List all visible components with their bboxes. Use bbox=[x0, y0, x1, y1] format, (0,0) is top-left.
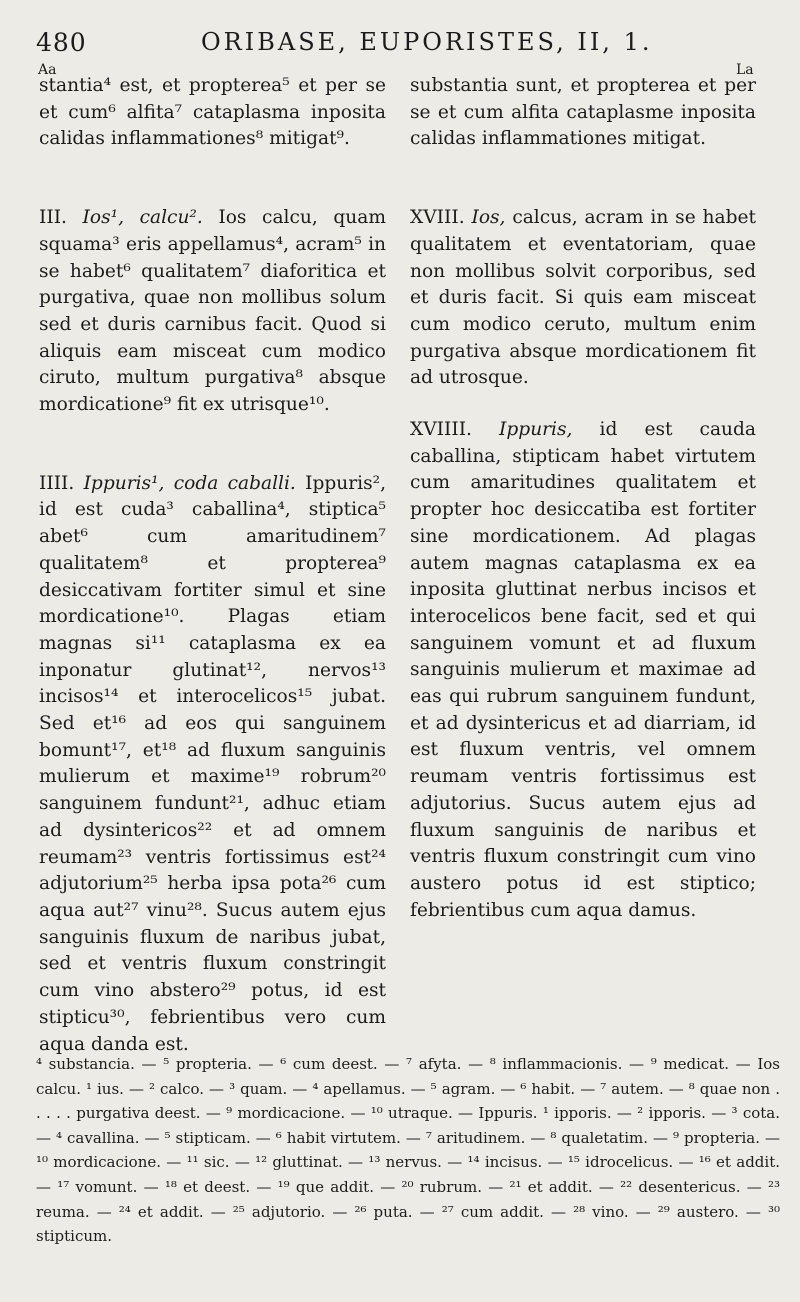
footnotes-text: ⁴ substancia. — ⁵ propteria. — ⁶ cum deest. — ⁷ afyta. — ⁸ inflammacionis. — ⁹ medicat. — Ios calcu. ¹ ius. — ² calco. — ³ quam. — ⁴ apellamus. — ⁵ agram. — ⁶ habit. — ⁷ autem. — ⁸ quae non . . . . . purgativa deest. — ⁹ mordicacione. — ¹⁰ utraque. — Ippuris. ¹ ipporis. — ² ipporis. — ³ cota. — ⁴ cavallina. — ⁵ stipticam. — ⁶ habit virtutem. — ⁷ aritudinem. — ⁸ qualetatim. — ⁹ propteria. — ¹⁰ mordicacione. — ¹¹ sic. — ¹² gluttinat. — ¹³ nervus. — ¹⁴ incisus. — ¹⁵ idrocelicus. — ¹⁶ et addit. — ¹⁷ vomunt. — ¹⁸ et deest. — ¹⁹ que addit. — ²⁰ rubrum. — ²¹ et addit. — ²² desentericus. — ²³ reuma. — ²⁴ et addit. — ²⁵ adjutorio. — ²⁶ puta. — ²⁷ cum addit. — ²⁸ vino. — ²⁹ austero. — ³⁰ stipticum. bbox=[36, 1055, 780, 1246]
right-paragraph-2 bbox=[410, 205, 756, 392]
right-p3-text: id est cauda caballina, stipticam habet virtutem cum amaritudines qualitatem et propter hoc desiccatiba est fortiter sine mordicationem. Ad plagas autem magnas cataplasma ex ea inposita gluttinat nerbus incisos et interocelicos bene facit, sed et qui sanguinem vomunt et ad fluxum sanguinis mulierum et maximae ad eas qui rubrum sanguinem fundunt, et ad dysintericus et ad diarriam, id est fluxum ventris, vel omnem reumam ventris fortissimus est adjutorius. Sucus autem ejus ad fluxum sanguinis de naribus et ventris fluxum constringit cum vino austero potus id est stiptico; febrientibus cum aqua damus. bbox=[410, 419, 757, 921]
right-p2-text: calcus, acram in se habet qualitatem et eventatoriam, quae non mollibus solvit corporibus, sed et duris facit. Si quis eam misceat cum modico ceruto, multum enim purgativa absque mordicationem fit ad utrosque. bbox=[410, 207, 756, 389]
left-p3-number: IIII. bbox=[39, 472, 75, 494]
right-p2-number: XVIII. bbox=[410, 207, 465, 229]
left-p3-text: Ippuris², id est cuda³ caballina⁴, stiptica⁵ abet⁶ cum amaritudinem⁷ qualitatem⁸ et propterea⁹ desiccativam fortiter simul et sine mordicatione¹⁰. Plagas etiam magnas si¹¹ cataplasma ex ea inponatur glutinat¹², nervos¹³ incisos¹⁴ et interocelicos¹⁵ jubat. Sed et¹⁶ ad eos qui sanguinem bomunt¹⁷, et¹⁸ ad fluxum sanguinis mulierum et maxime¹⁹ robrum²⁰ sanguinem fundunt²¹, adhuc etiam ad dysintericos²² et ad omnem reumam²³ ventris fortissimus est²⁴ adjutorium²⁵ herba ipsa pota²⁶ cum aqua aut²⁷ vinu²⁸. Sucus autem ejus sanguinis fluxum de naribus jubat, sed et ventris fluxum constringit cum vino abstero²⁹ potus, id est stipticu³⁰, febrientibus vero cum aqua danda est. bbox=[39, 472, 386, 1055]
left-paragraph-1 bbox=[39, 73, 386, 153]
right-column bbox=[410, 73, 756, 924]
right-paragraph-3 bbox=[410, 417, 756, 924]
left-paragraph-2 bbox=[39, 205, 386, 419]
left-p1-text: stantia⁴ est, et propterea⁵ et per se et cum⁶ alfita⁷ cataplasma inposita calidas inflammationes⁸ mitigat⁹. bbox=[39, 75, 386, 150]
right-paragraph-1 bbox=[410, 73, 756, 153]
left-p3-lemma: Ippuris¹, coda caballi. bbox=[83, 472, 296, 494]
page-header bbox=[36, 28, 766, 78]
page-number: 480 bbox=[36, 28, 87, 57]
siglum-left: Aa bbox=[38, 62, 57, 78]
left-p2-text: Ios calcu, quam squama³ eris appellamus⁴, acram⁵ in se habet⁶ qualitatem⁷ diaforitica et purgativa, quae non mollibus solum sed et duris carnibus facit. Quod si aliquis eam misceat cum modico ciruto, multum purgativa⁸ absque mordicatione⁹ fit ex utrisque¹⁰. bbox=[39, 207, 386, 416]
right-p2-lemma: Ios, bbox=[471, 207, 506, 229]
right-p1-text: substantia sunt, et propterea et per se et cum alfita cataplasme inposita calidas inflammationes mitigat. bbox=[410, 75, 756, 150]
right-p3-lemma: Ippuris, bbox=[499, 419, 573, 441]
left-p2-lemma: Ios¹, calcu². bbox=[82, 207, 203, 229]
right-p3-number: XVIIII. bbox=[410, 419, 472, 441]
left-p2-number: III. bbox=[39, 207, 67, 229]
footnotes bbox=[36, 1052, 780, 1249]
siglum-right: La bbox=[736, 62, 754, 78]
left-column bbox=[39, 73, 386, 1058]
running-title: ORIBASE, EUPORISTES, II, 1. bbox=[201, 28, 653, 56]
left-paragraph-3 bbox=[39, 471, 386, 1058]
